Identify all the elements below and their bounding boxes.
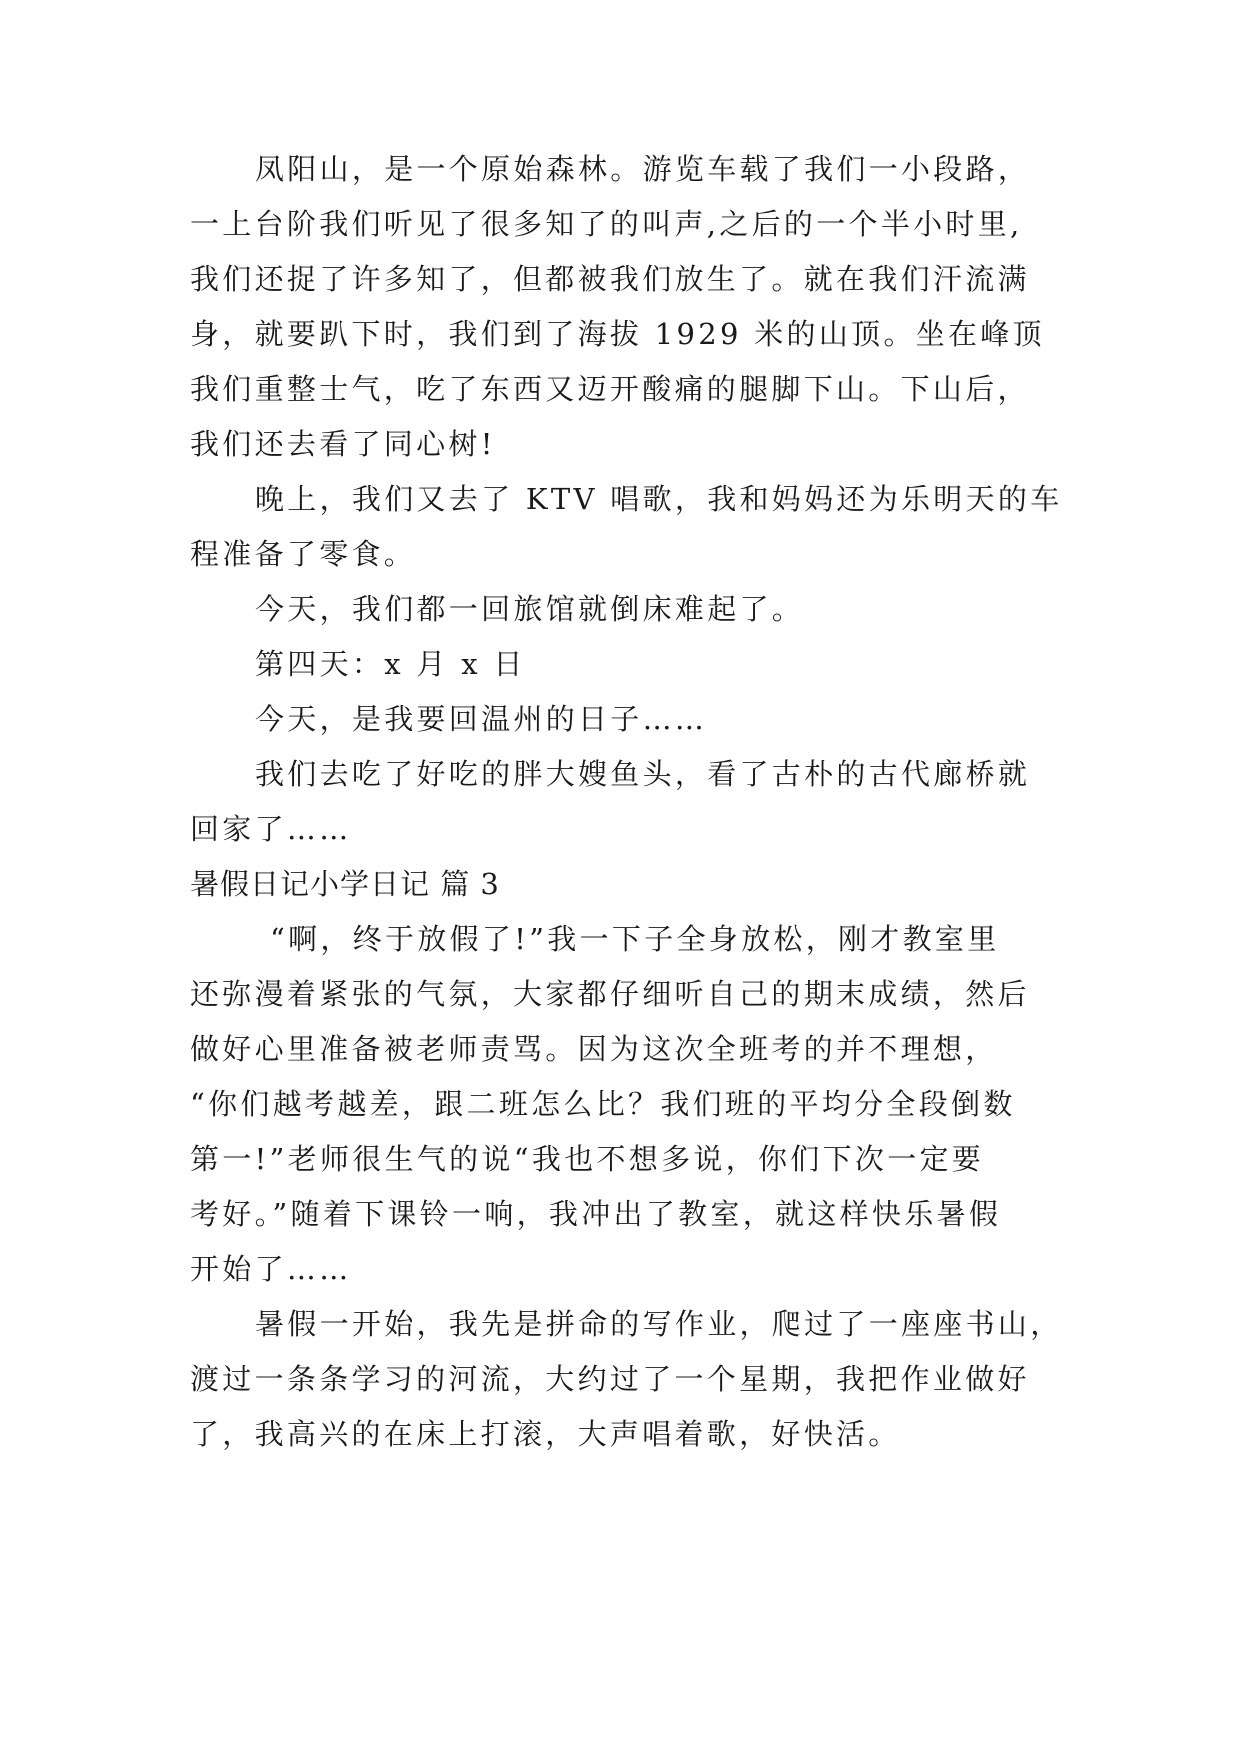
text-line: 今天，是我要回温州的日子…… <box>255 702 708 736</box>
text-line: 回家了…… <box>190 812 352 846</box>
section-heading: 暑假日记小学日记 篇 3 <box>190 867 500 901</box>
text-line: 考好。”随着下课铃一响，我冲出了教室，就这样快乐暑假 <box>190 1197 1002 1231</box>
text-line: “啊，终于放假了!”我一下子全身放松，刚才教室里 <box>270 922 1000 956</box>
text-line: 晚上，我们又去了 KTV 唱歌，我和妈妈还为乐明天的车 <box>255 482 1063 516</box>
text-line: 今天，我们都一回旅馆就倒床难起了。 <box>255 592 805 626</box>
text-line: 我们去吃了好吃的胖大嫂鱼头，看了古朴的古代廊桥就 <box>255 757 1031 791</box>
text-line: 身，就要趴下时，我们到了海拔 1929 米的山顶。坐在峰顶 <box>190 317 1045 351</box>
text-line: 了，我高兴的在床上打滚，大声唱着歌，好快活。 <box>190 1417 901 1451</box>
text-line: 程准备了零食。 <box>190 537 417 571</box>
text-line: 我们还捉了许多知了，但都被我们放生了。就在我们汗流满 <box>190 262 1030 296</box>
text-line: 开始了…… <box>190 1252 352 1286</box>
text-line: 一上台阶我们听见了很多知了的叫声,之后的一个半小时里, <box>190 207 1023 241</box>
text-line: 我们还去看了同心树! <box>190 427 496 461</box>
text-line: 渡过一条条学习的河流，大约过了一个星期，我把作业做好 <box>190 1362 1030 1396</box>
text-line: 我们重整士气，吃了东西又迈开酸痛的腿脚下山。下山后， <box>190 372 1030 406</box>
text-line: 暑假一开始，我先是拼命的写作业，爬过了一座座书山， <box>255 1307 1063 1341</box>
text-line: 做好心里准备被老师责骂。因为这次全班考的并不理想， <box>190 1032 998 1066</box>
text-line: 凤阳山，是一个原始森林。游览车载了我们一小段路， <box>255 152 1031 186</box>
text-line: “你们越考越差，跟二班怎么比？我们班的平均分全段倒数 <box>190 1087 1016 1121</box>
text-line: 第四天：x 月 x 日 <box>255 647 526 681</box>
text-line: 还弥漫着紧张的气氛，大家都仔细听自己的期末成绩，然后 <box>190 977 1030 1011</box>
text-line: 第一!”老师很生气的说“我也不想多说，你们下次一定要 <box>190 1142 985 1176</box>
